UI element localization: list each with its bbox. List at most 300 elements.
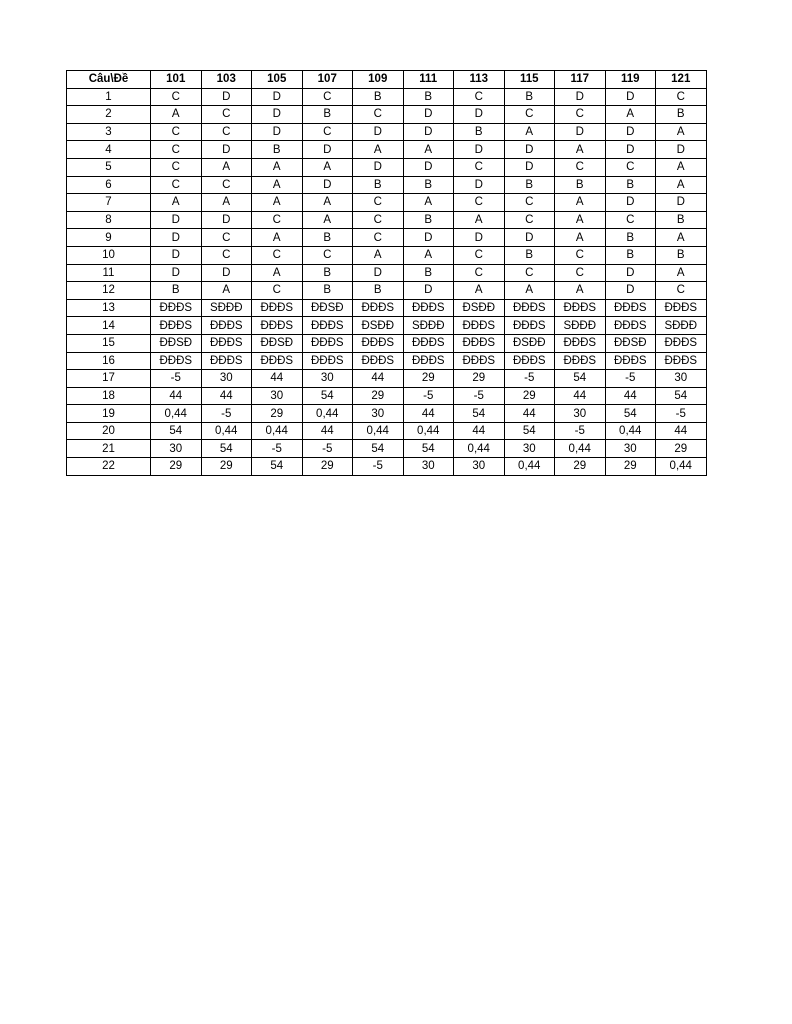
table-row <box>67 246 707 264</box>
question-number-cell: 17 <box>67 370 151 388</box>
answer-cell: 30 <box>605 440 656 458</box>
table-row <box>67 194 707 212</box>
question-number-cell: 21 <box>67 440 151 458</box>
answer-cell: C <box>201 176 252 194</box>
answer-cell: C <box>454 246 505 264</box>
answer-cell: ĐĐĐS <box>605 317 656 335</box>
answer-cell: ĐĐĐS <box>555 334 606 352</box>
table-row <box>67 387 707 405</box>
question-number-cell: 15 <box>67 334 151 352</box>
answer-cell: A <box>252 229 303 247</box>
answer-cell: ĐĐĐS <box>656 352 707 370</box>
answer-cell: D <box>151 264 202 282</box>
answer-cell: ĐĐĐS <box>252 299 303 317</box>
answer-cell: D <box>252 106 303 124</box>
answer-cell: A <box>656 123 707 141</box>
table-row <box>67 405 707 423</box>
answer-cell: B <box>403 264 454 282</box>
question-number-cell: 16 <box>67 352 151 370</box>
answer-cell: D <box>403 106 454 124</box>
answer-cell: D <box>151 229 202 247</box>
answer-cell: C <box>454 88 505 106</box>
answer-cell: C <box>201 106 252 124</box>
answer-cell: 54 <box>656 387 707 405</box>
answer-key-table <box>66 70 707 476</box>
answer-cell: C <box>454 194 505 212</box>
question-number-cell: 6 <box>67 176 151 194</box>
answer-cell: 44 <box>353 370 404 388</box>
answer-cell: A <box>504 123 555 141</box>
table-row <box>67 352 707 370</box>
question-number-cell: 10 <box>67 246 151 264</box>
answer-cell: B <box>302 229 353 247</box>
answer-cell: B <box>403 176 454 194</box>
answer-cell: 30 <box>151 440 202 458</box>
answer-cell: D <box>454 229 505 247</box>
answer-cell: 30 <box>454 458 505 476</box>
answer-cell: 54 <box>151 422 202 440</box>
answer-cell: C <box>504 194 555 212</box>
answer-cell: SĐĐĐ <box>403 317 454 335</box>
question-number-cell: 3 <box>67 123 151 141</box>
answer-cell: 29 <box>605 458 656 476</box>
answer-cell: B <box>353 88 404 106</box>
answer-cell: B <box>302 106 353 124</box>
answer-cell: A <box>454 211 505 229</box>
answer-cell: B <box>252 141 303 159</box>
answer-cell: C <box>504 106 555 124</box>
answer-cell: C <box>151 158 202 176</box>
answer-cell: B <box>403 88 454 106</box>
answer-cell: C <box>201 123 252 141</box>
question-number-cell: 1 <box>67 88 151 106</box>
answer-cell: B <box>454 123 505 141</box>
answer-cell: A <box>555 194 606 212</box>
answer-cell: ĐĐĐS <box>353 299 404 317</box>
table-row <box>67 141 707 159</box>
answer-cell: 44 <box>454 422 505 440</box>
table-row <box>67 158 707 176</box>
answer-cell: A <box>201 282 252 300</box>
answer-cell: D <box>605 141 656 159</box>
version-header-cell: 107 <box>302 71 353 89</box>
answer-cell: ĐSĐĐ <box>353 317 404 335</box>
answer-cell: ĐĐĐS <box>302 352 353 370</box>
answer-cell: ĐĐĐS <box>252 352 303 370</box>
answer-cell: A <box>353 141 404 159</box>
answer-cell: D <box>201 264 252 282</box>
answer-cell: B <box>656 106 707 124</box>
answer-cell: 44 <box>555 387 606 405</box>
answer-cell: C <box>302 123 353 141</box>
answer-cell: ĐĐĐS <box>201 317 252 335</box>
answer-cell: ĐĐSĐ <box>302 299 353 317</box>
answer-cell: 30 <box>555 405 606 423</box>
answer-cell: 0,44 <box>353 422 404 440</box>
answer-cell: 54 <box>353 440 404 458</box>
answer-cell: -5 <box>252 440 303 458</box>
answer-cell: A <box>151 106 202 124</box>
answer-cell: B <box>555 176 606 194</box>
answer-cell: C <box>252 246 303 264</box>
answer-cell: 29 <box>201 458 252 476</box>
answer-cell: A <box>605 106 656 124</box>
answer-cell: 0,44 <box>252 422 303 440</box>
answer-cell: C <box>353 229 404 247</box>
answer-cell: 54 <box>403 440 454 458</box>
answer-cell: A <box>302 194 353 212</box>
answer-cell: A <box>252 176 303 194</box>
answer-cell: ĐĐĐS <box>605 352 656 370</box>
answer-cell: 54 <box>555 370 606 388</box>
table-row <box>67 458 707 476</box>
answer-cell: C <box>302 246 353 264</box>
answer-cell: B <box>504 88 555 106</box>
answer-cell: 44 <box>403 405 454 423</box>
answer-cell: A <box>302 158 353 176</box>
answer-cell: B <box>403 211 454 229</box>
question-number-cell: 12 <box>67 282 151 300</box>
answer-cell: ĐĐĐS <box>353 334 404 352</box>
answer-cell: A <box>656 158 707 176</box>
answer-cell: D <box>353 158 404 176</box>
answer-cell: ĐĐĐS <box>151 352 202 370</box>
answer-cell: B <box>302 264 353 282</box>
question-number-cell: 7 <box>67 194 151 212</box>
answer-cell: ĐĐĐS <box>555 299 606 317</box>
answer-cell: A <box>656 229 707 247</box>
answer-cell: D <box>656 194 707 212</box>
answer-cell: 29 <box>252 405 303 423</box>
answer-cell: C <box>151 88 202 106</box>
answer-cell: D <box>605 282 656 300</box>
answer-cell: B <box>353 176 404 194</box>
version-header-cell: 115 <box>504 71 555 89</box>
answer-cell: C <box>555 158 606 176</box>
question-number-cell: 13 <box>67 299 151 317</box>
answer-cell: A <box>403 246 454 264</box>
answer-cell: ĐĐĐS <box>353 352 404 370</box>
answer-cell: A <box>403 194 454 212</box>
question-number-cell: 22 <box>67 458 151 476</box>
answer-cell: ĐĐĐS <box>504 352 555 370</box>
answer-cell: 29 <box>353 387 404 405</box>
answer-cell: 29 <box>403 370 454 388</box>
answer-cell: D <box>605 88 656 106</box>
answer-cell: 29 <box>656 440 707 458</box>
answer-cell: D <box>454 106 505 124</box>
answer-cell: ĐĐĐS <box>656 334 707 352</box>
table-row <box>67 422 707 440</box>
answer-cell: C <box>454 264 505 282</box>
answer-cell: 0,44 <box>504 458 555 476</box>
answer-cell: C <box>201 246 252 264</box>
answer-cell: ĐĐĐS <box>201 334 252 352</box>
table-row <box>67 440 707 458</box>
answer-cell: D <box>353 123 404 141</box>
answer-cell: A <box>504 282 555 300</box>
answer-cell: A <box>656 176 707 194</box>
answer-cell: A <box>302 211 353 229</box>
answer-cell: ĐĐĐS <box>605 299 656 317</box>
answer-cell: -5 <box>201 405 252 423</box>
answer-cell: 0,44 <box>656 458 707 476</box>
answer-cell: C <box>353 106 404 124</box>
answer-cell: A <box>252 194 303 212</box>
answer-cell: B <box>605 246 656 264</box>
answer-cell: D <box>454 176 505 194</box>
question-number-cell: 19 <box>67 405 151 423</box>
answer-cell: D <box>353 264 404 282</box>
answer-cell: 44 <box>504 405 555 423</box>
question-number-cell: 14 <box>67 317 151 335</box>
question-number-cell: 4 <box>67 141 151 159</box>
table-row <box>67 123 707 141</box>
answer-cell: A <box>201 194 252 212</box>
answer-cell: C <box>555 264 606 282</box>
answer-cell: 29 <box>454 370 505 388</box>
answer-cell: ĐĐĐS <box>403 299 454 317</box>
answer-cell: C <box>252 282 303 300</box>
table-row <box>67 211 707 229</box>
answer-cell: 44 <box>605 387 656 405</box>
answer-cell: C <box>353 194 404 212</box>
answer-cell: ĐĐĐS <box>403 352 454 370</box>
answer-cell: B <box>656 211 707 229</box>
answer-cell: -5 <box>605 370 656 388</box>
table-row <box>67 370 707 388</box>
answer-cell: A <box>252 264 303 282</box>
answer-cell: 30 <box>302 370 353 388</box>
answer-cell: D <box>201 88 252 106</box>
answer-cell: 30 <box>403 458 454 476</box>
answer-cell: C <box>555 106 606 124</box>
answer-cell: C <box>656 282 707 300</box>
answer-cell: C <box>151 123 202 141</box>
answer-cell: C <box>504 211 555 229</box>
version-header-cell: 119 <box>605 71 656 89</box>
answer-cell: 0,44 <box>403 422 454 440</box>
answer-cell: -5 <box>403 387 454 405</box>
answer-cell: 54 <box>252 458 303 476</box>
answer-cell: -5 <box>151 370 202 388</box>
table-row <box>67 264 707 282</box>
answer-cell: 44 <box>252 370 303 388</box>
version-header-cell: 103 <box>201 71 252 89</box>
answer-cell: A <box>555 211 606 229</box>
answer-cell: SĐĐĐ <box>201 299 252 317</box>
answer-cell: 54 <box>504 422 555 440</box>
answer-cell: D <box>605 194 656 212</box>
answer-cell: D <box>504 158 555 176</box>
answer-cell: 0,44 <box>302 405 353 423</box>
answer-cell: B <box>605 229 656 247</box>
question-number-cell: 18 <box>67 387 151 405</box>
answer-cell: B <box>151 282 202 300</box>
answer-cell: SĐĐĐ <box>555 317 606 335</box>
question-number-cell: 11 <box>67 264 151 282</box>
answer-cell: 54 <box>302 387 353 405</box>
answer-cell: -5 <box>454 387 505 405</box>
answer-cell: 29 <box>555 458 606 476</box>
answer-cell: B <box>504 246 555 264</box>
answer-cell: D <box>151 246 202 264</box>
question-number-cell: 8 <box>67 211 151 229</box>
answer-cell: 54 <box>454 405 505 423</box>
table-row <box>67 299 707 317</box>
answer-cell: SĐĐĐ <box>656 317 707 335</box>
version-header-cell: 105 <box>252 71 303 89</box>
answer-cell: 30 <box>353 405 404 423</box>
answer-cell: 54 <box>201 440 252 458</box>
answer-cell: 30 <box>656 370 707 388</box>
answer-cell: D <box>605 264 656 282</box>
answer-cell: 44 <box>201 387 252 405</box>
answer-cell: B <box>302 282 353 300</box>
question-number-cell: 9 <box>67 229 151 247</box>
answer-cell: C <box>252 211 303 229</box>
answer-cell: A <box>555 282 606 300</box>
answer-cell: A <box>656 264 707 282</box>
answer-cell: 44 <box>151 387 202 405</box>
answer-cell: ĐĐĐS <box>504 317 555 335</box>
question-number-cell: 20 <box>67 422 151 440</box>
answer-cell: 30 <box>504 440 555 458</box>
answer-cell: D <box>656 141 707 159</box>
answer-cell: D <box>605 123 656 141</box>
answer-cell: B <box>605 176 656 194</box>
answer-cell: ĐĐĐS <box>454 352 505 370</box>
answer-cell: ĐĐSĐ <box>151 334 202 352</box>
version-header-cell: 117 <box>555 71 606 89</box>
answer-cell: D <box>151 211 202 229</box>
answer-cell: D <box>252 88 303 106</box>
answer-cell: ĐĐĐS <box>403 334 454 352</box>
answer-cell: D <box>302 141 353 159</box>
answer-cell: D <box>403 229 454 247</box>
answer-cell: C <box>353 211 404 229</box>
answer-cell: D <box>201 211 252 229</box>
answer-cell: 0,44 <box>555 440 606 458</box>
answer-cell: C <box>454 158 505 176</box>
answer-cell: ĐĐĐS <box>555 352 606 370</box>
answer-cell: ĐSĐĐ <box>454 299 505 317</box>
answer-cell: ĐĐĐS <box>252 317 303 335</box>
answer-cell: ĐĐĐS <box>454 334 505 352</box>
answer-cell: D <box>201 141 252 159</box>
answer-cell: ĐĐĐS <box>302 317 353 335</box>
answer-cell: D <box>403 123 454 141</box>
table-row <box>67 106 707 124</box>
answer-cell: -5 <box>656 405 707 423</box>
answer-cell: ĐĐĐS <box>201 352 252 370</box>
answer-cell: ĐĐSĐ <box>252 334 303 352</box>
answer-cell: ĐĐĐS <box>151 317 202 335</box>
answer-cell: B <box>504 176 555 194</box>
answer-cell: 29 <box>302 458 353 476</box>
answer-cell: ĐĐĐS <box>504 299 555 317</box>
answer-cell: 0,44 <box>454 440 505 458</box>
answer-cell: 30 <box>201 370 252 388</box>
answer-cell: ĐĐSĐ <box>605 334 656 352</box>
answer-cell: A <box>252 158 303 176</box>
answer-cell: A <box>353 246 404 264</box>
answer-cell: ĐĐĐS <box>302 334 353 352</box>
answer-cell: A <box>201 158 252 176</box>
answer-cell: C <box>151 141 202 159</box>
table-row <box>67 282 707 300</box>
answer-cell: D <box>252 123 303 141</box>
answer-cell: B <box>656 246 707 264</box>
answer-cell: ĐĐĐS <box>454 317 505 335</box>
answer-cell: 44 <box>302 422 353 440</box>
answer-cell: D <box>555 88 606 106</box>
answer-cell: B <box>353 282 404 300</box>
table-header-row <box>67 71 707 89</box>
table-body <box>67 88 707 475</box>
answer-cell: 0,44 <box>201 422 252 440</box>
version-header-cell: 113 <box>454 71 505 89</box>
answer-cell: D <box>504 229 555 247</box>
table-row <box>67 317 707 335</box>
table-row <box>67 229 707 247</box>
answer-cell: ĐSĐĐ <box>504 334 555 352</box>
answer-cell: D <box>302 176 353 194</box>
answer-cell: 0,44 <box>151 405 202 423</box>
answer-cell: 29 <box>151 458 202 476</box>
answer-cell: -5 <box>504 370 555 388</box>
answer-cell: C <box>555 246 606 264</box>
version-header-cell: 101 <box>151 71 202 89</box>
answer-cell: 54 <box>605 405 656 423</box>
answer-cell: A <box>555 229 606 247</box>
answer-cell: D <box>504 141 555 159</box>
answer-cell: A <box>151 194 202 212</box>
answer-cell: D <box>454 141 505 159</box>
answer-cell: ĐĐĐS <box>656 299 707 317</box>
answer-cell: C <box>605 158 656 176</box>
answer-cell: C <box>504 264 555 282</box>
answer-cell: A <box>454 282 505 300</box>
version-header-cell: 109 <box>353 71 404 89</box>
answer-cell: C <box>605 211 656 229</box>
answer-cell: C <box>151 176 202 194</box>
answer-cell: -5 <box>302 440 353 458</box>
answer-cell: C <box>302 88 353 106</box>
answer-cell: A <box>555 141 606 159</box>
answer-cell: -5 <box>353 458 404 476</box>
answer-cell: D <box>403 158 454 176</box>
answer-cell: A <box>403 141 454 159</box>
question-number-cell: 2 <box>67 106 151 124</box>
version-header-cell: 111 <box>403 71 454 89</box>
answer-cell: D <box>403 282 454 300</box>
answer-cell: C <box>656 88 707 106</box>
table-row <box>67 88 707 106</box>
table-row <box>67 176 707 194</box>
question-number-cell: 5 <box>67 158 151 176</box>
answer-cell: 29 <box>504 387 555 405</box>
corner-header-cell: Câu\Đề <box>67 71 151 89</box>
answer-cell: ĐĐĐS <box>151 299 202 317</box>
answer-cell: C <box>201 229 252 247</box>
answer-cell: 30 <box>252 387 303 405</box>
table-row <box>67 334 707 352</box>
answer-cell: D <box>555 123 606 141</box>
answer-cell: 0,44 <box>605 422 656 440</box>
version-header-cell: 121 <box>656 71 707 89</box>
answer-cell: -5 <box>555 422 606 440</box>
